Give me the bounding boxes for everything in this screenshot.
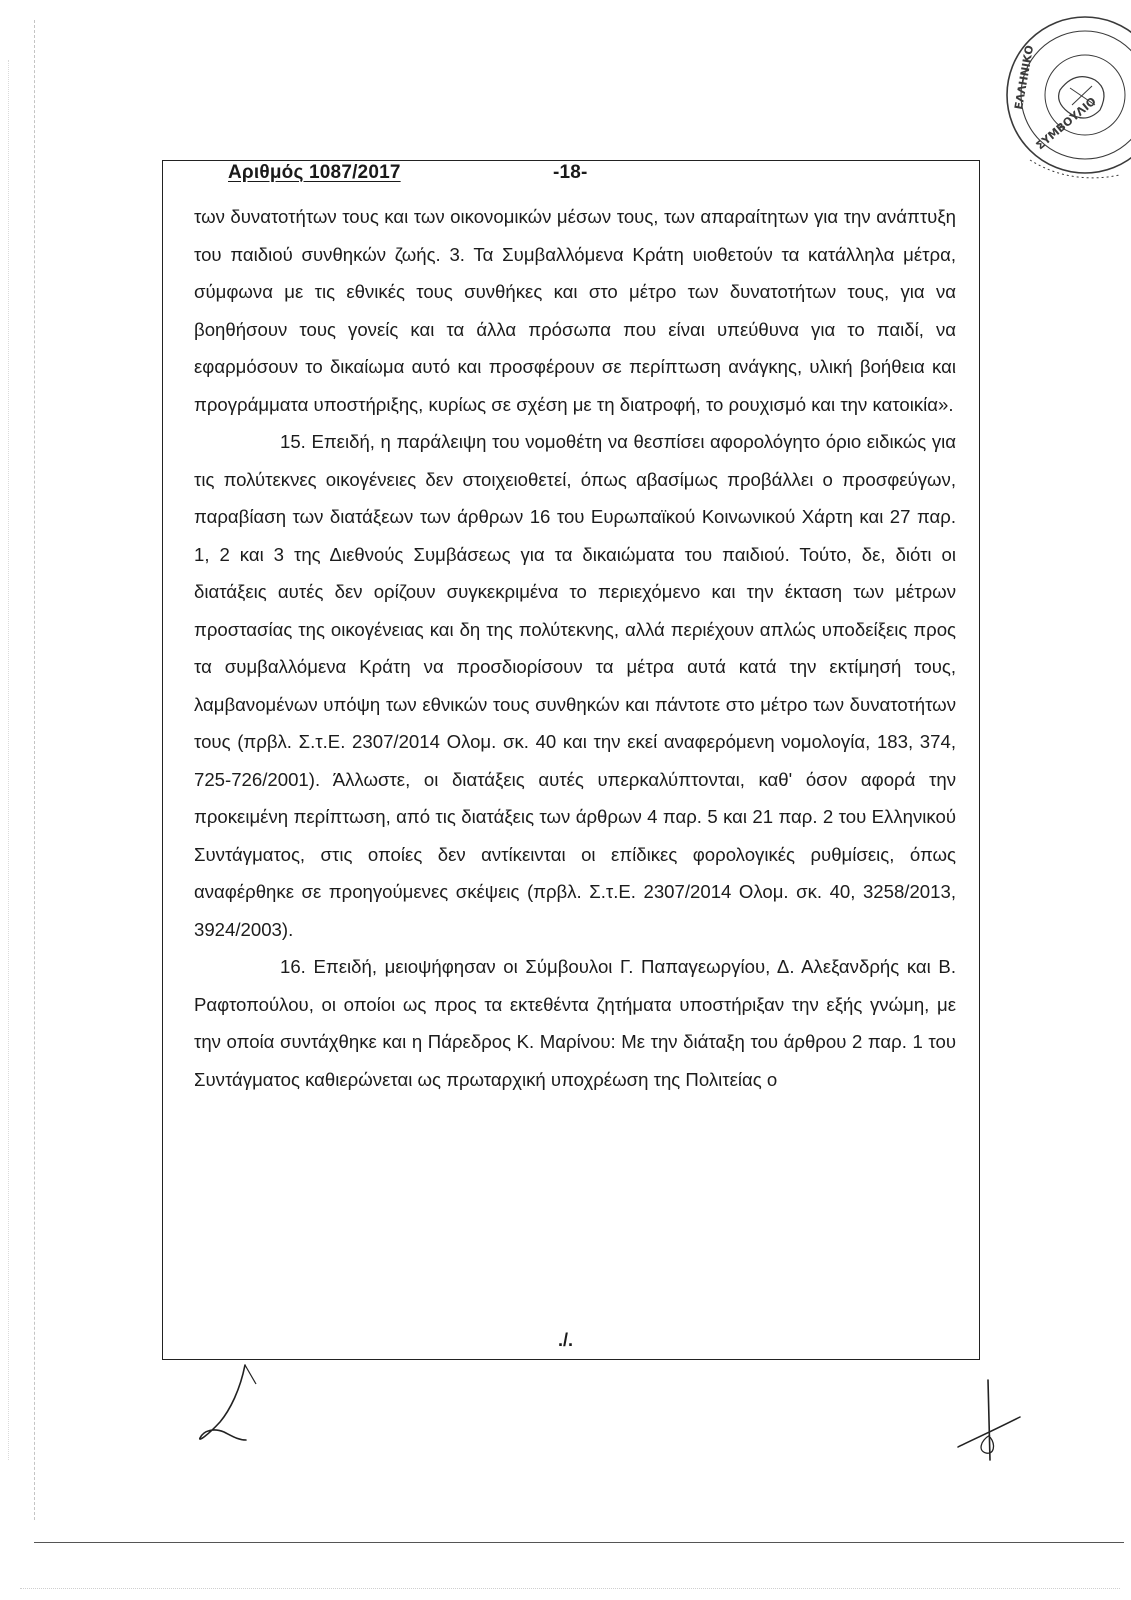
continuation-mark: ./. xyxy=(558,1330,574,1350)
page-header xyxy=(228,162,588,184)
paragraph-16: 16. Επειδή, μειοψήφησαν οι Σύμβουλοι Γ. Παπαγεωργίου, Δ. Αλεξανδρής και Β. Ραφτοπούλου, οι οποίοι ως προς τα εκτεθέντα ζητήματα υποστήριξαν την εξής γνώμη, με την οποία συντάχθηκε και η Πάρεδρος Κ. Μαρίνου: Με την διάταξη του άρθρου 2 παρ. 1 του Συντάγματος καθιερώνεται ως πρωταρχική υποχρέωση της Πολιτείας ο xyxy=(194,956,956,1090)
case-number: Αριθμός 1087/2017 xyxy=(228,162,401,183)
paragraph-continued: των δυνατοτήτων τους και των οικονομικών μέσων τους, των απαραίτητων για την ανάπτυξη του παιδιού συνθηκών ζωής. 3. Τα Συμβαλλόμενα Κράτη υιοθετούν τα κατάλληλα μέτρα, σύμφωνα με τις εθνικές τους συνθήκες και στο μέτρο των δυνατοτήτων τους, για να βοηθήσουν τους γονείς και τα άλλα πρόσωπα που είναι υπεύθυνα για το παιδί, να εφαρμόσουν το δικαίωμα αυτό και προσφέρουν σε περίπτωση ανάγκης, υλική βοήθεια και προγράμματα υποστήριξης, κυρίως σε σχέση με τη διατροφή, το ρουχισμό και την κατοικία». xyxy=(194,206,956,415)
svg-text:ΣΥΜΒΟΥΛΙΟ: ΣΥΜΒΟΥΛΙΟ xyxy=(1033,94,1099,153)
scan-left-edge xyxy=(34,20,35,1520)
scan-bottom-edge-dotted xyxy=(20,1588,1120,1589)
scan-bottom-edge xyxy=(34,1542,1124,1543)
svg-text:ΕΛΛΗΝΙΚΟ: ΕΛΛΗΝΙΚΟ xyxy=(1012,44,1037,111)
page-number: -18- xyxy=(553,162,588,183)
scan-left-edge-dotted xyxy=(8,60,9,1460)
paragraph-15: 15. Επειδή, η παράλειψη του νομοθέτη να θεσπίσει αφορολόγητο όριο ειδικώς για τις πολύτεκνες οικογένειες δεν στοιχειοθετεί, όπως αβασίμως προβάλλει ο προσφεύγων, παραβίαση των διατάξεων των άρθρων 16 του Ευρωπαϊκού Κοινωνικού Χάρτη και 27 παρ. 1, 2 και 3 της Διεθνούς Συμβάσεως για τα δικαιώματα του παιδιού. Τούτο, δε, διότι οι διατάξεις αυτές δεν ορίζουν συγκεκριμένα το περιεχόμενο και την έκταση των μέτρων προστασίας της οικογένειας και δη της πολύτεκνης, αλλά περιέχουν απλώς υποδείξεις προς τα συμβαλλόμενα Κράτη να προσδιορίσουν τα μέτρα αυτά κατά την εκτίμησή τους, λαμβανομένων υπόψη των εθνικών τους συνθηκών και πάντοτε στο μέτρο των δυνατοτήτων τους (πρβλ. Σ.τ.Ε. 2307/2014 Ολομ. σκ. 40 και την εκεί αναφερόμενη νομολογία, 183, 374, 725-726/2001). Άλλωστε, οι διατάξεις αυτές υπερκαλύπτονται, καθ' όσον αφορά την προκειμένη περίπτωση, από τις διατάξεις των άρθρων 4 παρ. 5 και 21 παρ. 2 του Ελληνικού Συντάγματος, στις οποίες δεν αντίκεινται οι επίδικες φορολογικές ρυθμίσεις, όπως αναφέρθηκε σε προηγούμενες σκέψεις (πρβλ. Σ.τ.Ε. 2307/2014 Ολομ. σκ. 40, 3258/2013, 3924/2003). xyxy=(194,431,956,940)
document-body xyxy=(194,198,956,1098)
left-handwritten-signature xyxy=(190,1360,270,1460)
official-seal-stamp xyxy=(1000,10,1131,180)
right-handwritten-signature xyxy=(950,1375,1030,1465)
